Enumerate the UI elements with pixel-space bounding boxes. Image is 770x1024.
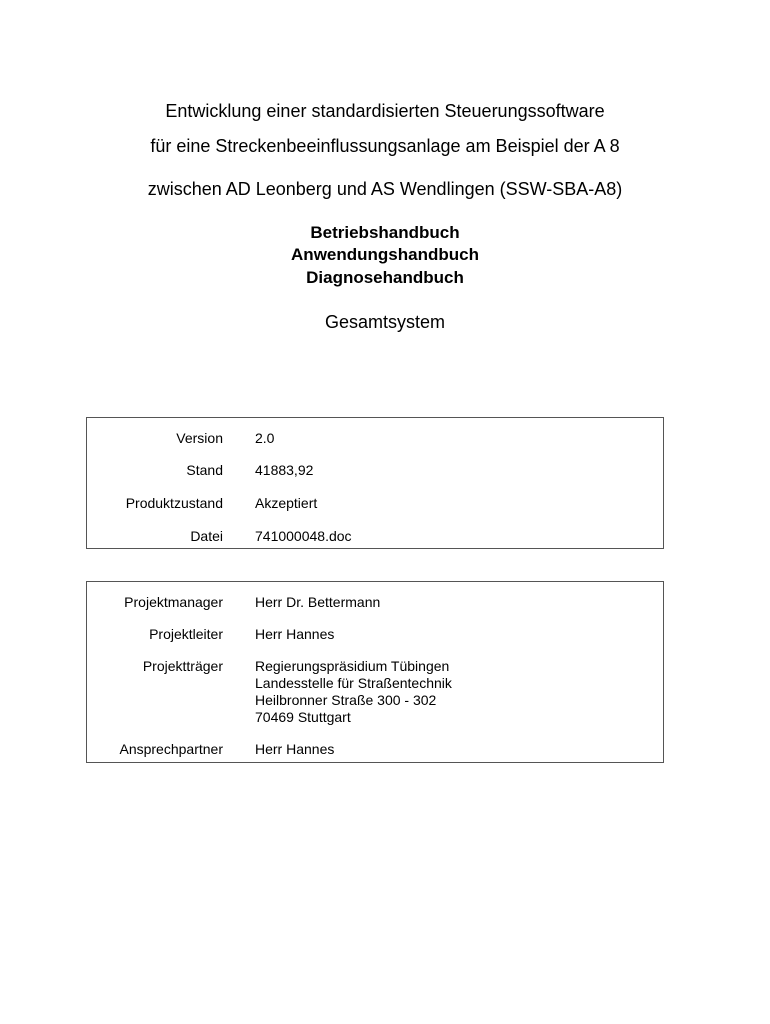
system-subtitle: Gesamtsystem (324, 312, 446, 332)
handbook-title-diagnosis: Diagnosehandbuch (306, 268, 464, 287)
info-value: Akzeptiert (255, 495, 318, 511)
project-value: Herr Dr. Bettermann (255, 594, 381, 610)
project-label: Projektleiter (149, 626, 223, 642)
handbook-title-application: Anwendungshandbuch (291, 245, 479, 264)
project-label: Projektträger (142, 658, 223, 674)
title-line-3: zwischen AD Leonberg und AS Wendlingen (SSW-SBA-A8) (147, 179, 623, 199)
project-value: Herr Hannes (255, 626, 335, 642)
handbook-title-operation: Betriebshandbuch (310, 223, 460, 242)
info-value: 741000048.doc (255, 528, 352, 544)
project-info-table (86, 581, 664, 763)
info-label: Datei (190, 528, 223, 544)
project-label: Ansprechpartner (119, 741, 223, 757)
info-label: Stand (186, 462, 223, 478)
info-label: Version (176, 430, 223, 446)
info-value: 41883,92 (255, 462, 314, 478)
info-value: 2.0 (255, 430, 275, 446)
sponsor-address (255, 658, 452, 726)
title-line-2: für eine Streckenbeeinflussungsanlage am Beispiel der A 8 (150, 136, 620, 156)
project-value: Herr Hannes (255, 741, 335, 757)
address-line: Landesstelle für Straßentechnik (255, 675, 452, 691)
title-line-1: Entwicklung einer standardisierten Steuerungssoftware (165, 101, 605, 121)
info-label: Produktzustand (125, 495, 223, 511)
document-info-table (86, 417, 664, 549)
project-label: Projektmanager (124, 594, 223, 610)
address-line: Regierungspräsidium Tübingen (255, 658, 450, 674)
address-line: Heilbronner Straße 300 - 302 (255, 692, 437, 708)
address-line: 70469 Stuttgart (255, 709, 351, 725)
